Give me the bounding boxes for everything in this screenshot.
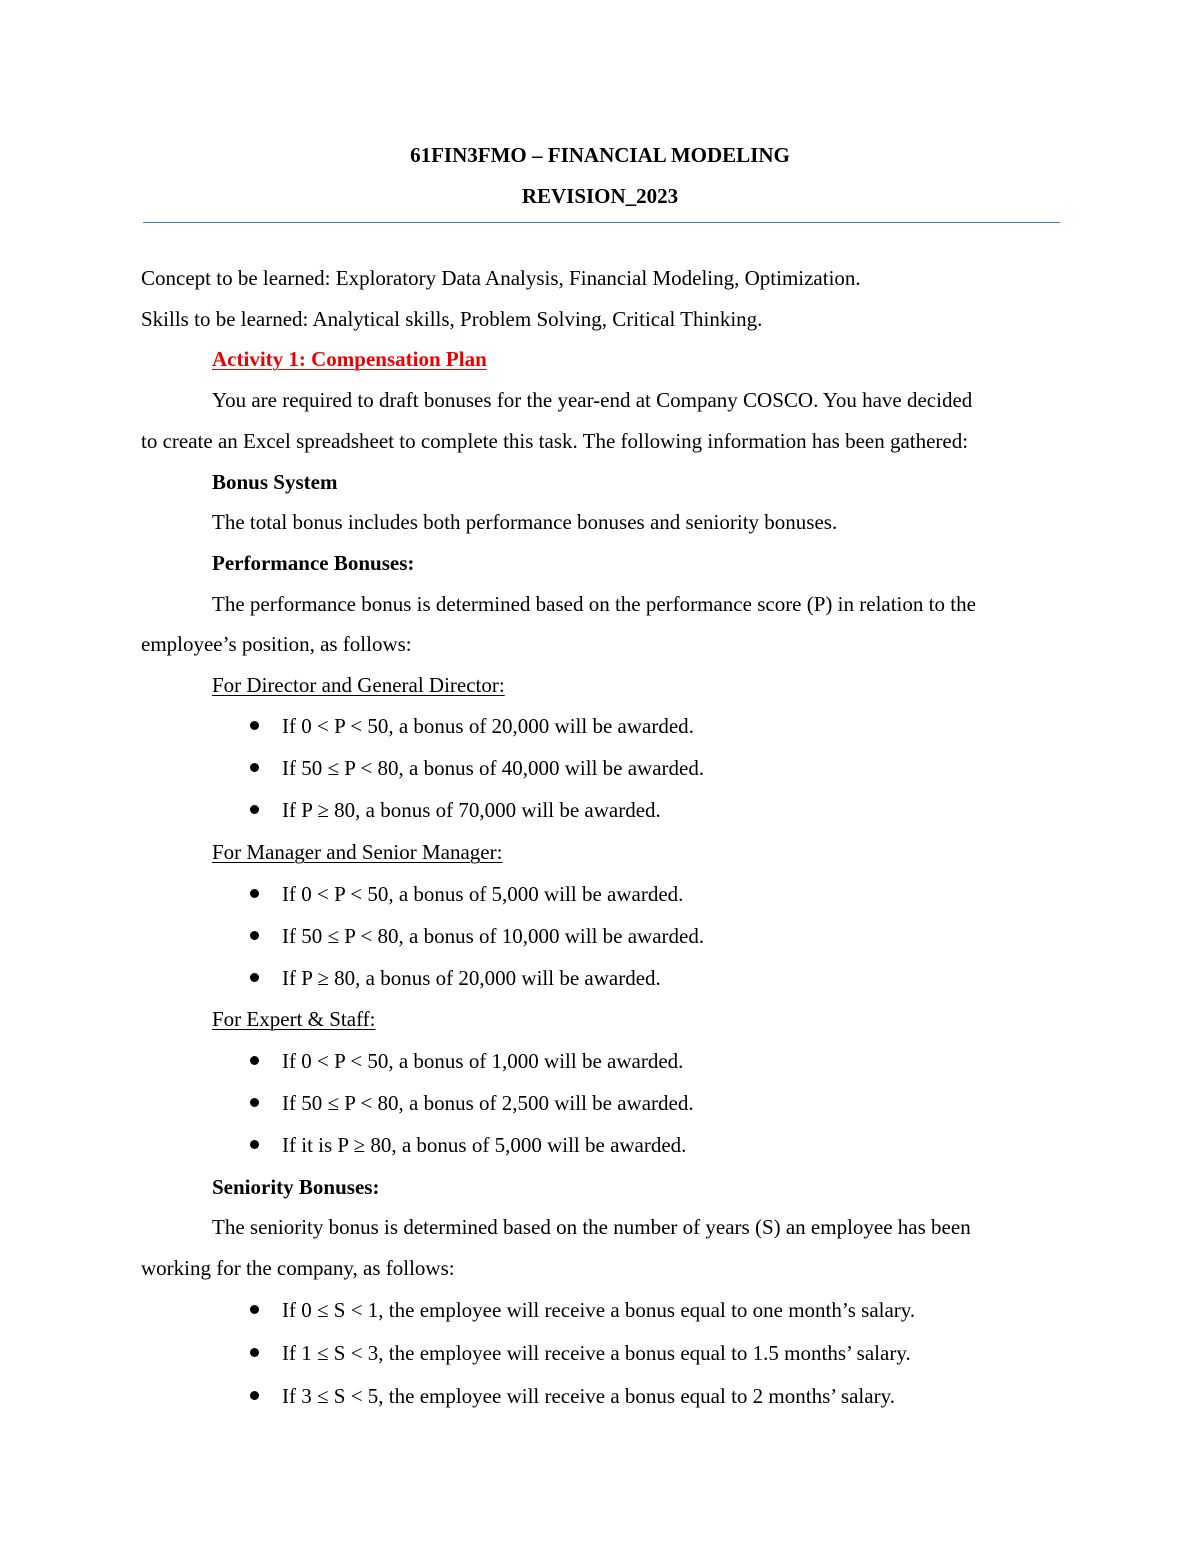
list-item: If 50 ≤ P < 80, a bonus of 10,000 will be awarded. [282, 924, 705, 948]
bonus-system-text: The total bonus includes both performance bonuses and seniority bonuses. [212, 510, 838, 534]
performance-paragraph-line-1: The performance bonus is determined based on the performance score (P) in relation to the [212, 592, 976, 616]
bullet-icon [250, 1056, 259, 1065]
activity-paragraph-line-1: You are required to draft bonuses for the year-end at Company COSCO. You have decided [212, 388, 973, 412]
list-item: If 0 < P < 50, a bonus of 1,000 will be awarded. [282, 1049, 684, 1073]
skills-line: Skills to be learned: Analytical skills, Problem Solving, Critical Thinking. [141, 307, 763, 331]
concept-line: Concept to be learned: Exploratory Data Analysis, Financial Modeling, Optimization. [141, 266, 861, 290]
list-item: If 0 < P < 50, a bonus of 20,000 will be awarded. [282, 714, 694, 738]
bullet-icon [250, 889, 259, 898]
list-item: If it is P ≥ 80, a bonus of 5,000 will be awarded. [282, 1133, 687, 1157]
list-item: If 1 ≤ S < 3, the employee will receive a bonus equal to 1.5 months’ salary. [282, 1341, 911, 1365]
bullet-icon [250, 1098, 259, 1107]
list-item: If 0 ≤ S < 1, the employee will receive a bonus equal to one month’s salary. [282, 1298, 916, 1322]
list-item: If P ≥ 80, a bonus of 70,000 will be awarded. [282, 798, 661, 822]
seniority-heading: Seniority Bonuses: [212, 1175, 380, 1199]
activity-paragraph-line-2: to create an Excel spreadsheet to complete this task. The following information has been gathered: [141, 429, 969, 453]
list-item: If 0 < P < 50, a bonus of 5,000 will be awarded. [282, 882, 684, 906]
activity-title: Activity 1: Compensation Plan [212, 347, 487, 371]
bullet-icon [250, 1140, 259, 1149]
group-label-expert-staff: For Expert & Staff: [212, 1007, 376, 1031]
bullet-icon [250, 973, 259, 982]
document-subtitle: REVISION_2023 [521, 184, 679, 208]
list-item: If 50 ≤ P < 80, a bonus of 40,000 will be awarded. [282, 756, 705, 780]
list-item: If 50 ≤ P < 80, a bonus of 2,500 will be awarded. [282, 1091, 694, 1115]
bullet-icon [250, 1391, 259, 1400]
bullet-icon [250, 721, 259, 730]
list-item: If P ≥ 80, a bonus of 20,000 will be awarded. [282, 966, 661, 990]
header-divider [143, 222, 1060, 223]
bullet-icon [250, 1348, 259, 1357]
bullet-icon [250, 805, 259, 814]
performance-paragraph-line-2: employee’s position, as follows: [141, 632, 412, 656]
performance-heading: Performance Bonuses: [212, 551, 415, 575]
bullet-icon [250, 1305, 259, 1314]
document-title: 61FIN3FMO – FINANCIAL MODELING [410, 143, 790, 167]
group-label-director: For Director and General Director: [212, 673, 505, 697]
bullet-icon [250, 931, 259, 940]
bonus-system-heading: Bonus System [212, 470, 338, 494]
seniority-paragraph-line-2: working for the company, as follows: [141, 1256, 455, 1280]
list-item: If 3 ≤ S < 5, the employee will receive a bonus equal to 2 months’ salary. [282, 1384, 895, 1408]
group-label-manager: For Manager and Senior Manager: [212, 840, 503, 864]
seniority-paragraph-line-1: The seniority bonus is determined based on the number of years (S) an employee has been [212, 1215, 971, 1239]
bullet-icon [250, 763, 259, 772]
